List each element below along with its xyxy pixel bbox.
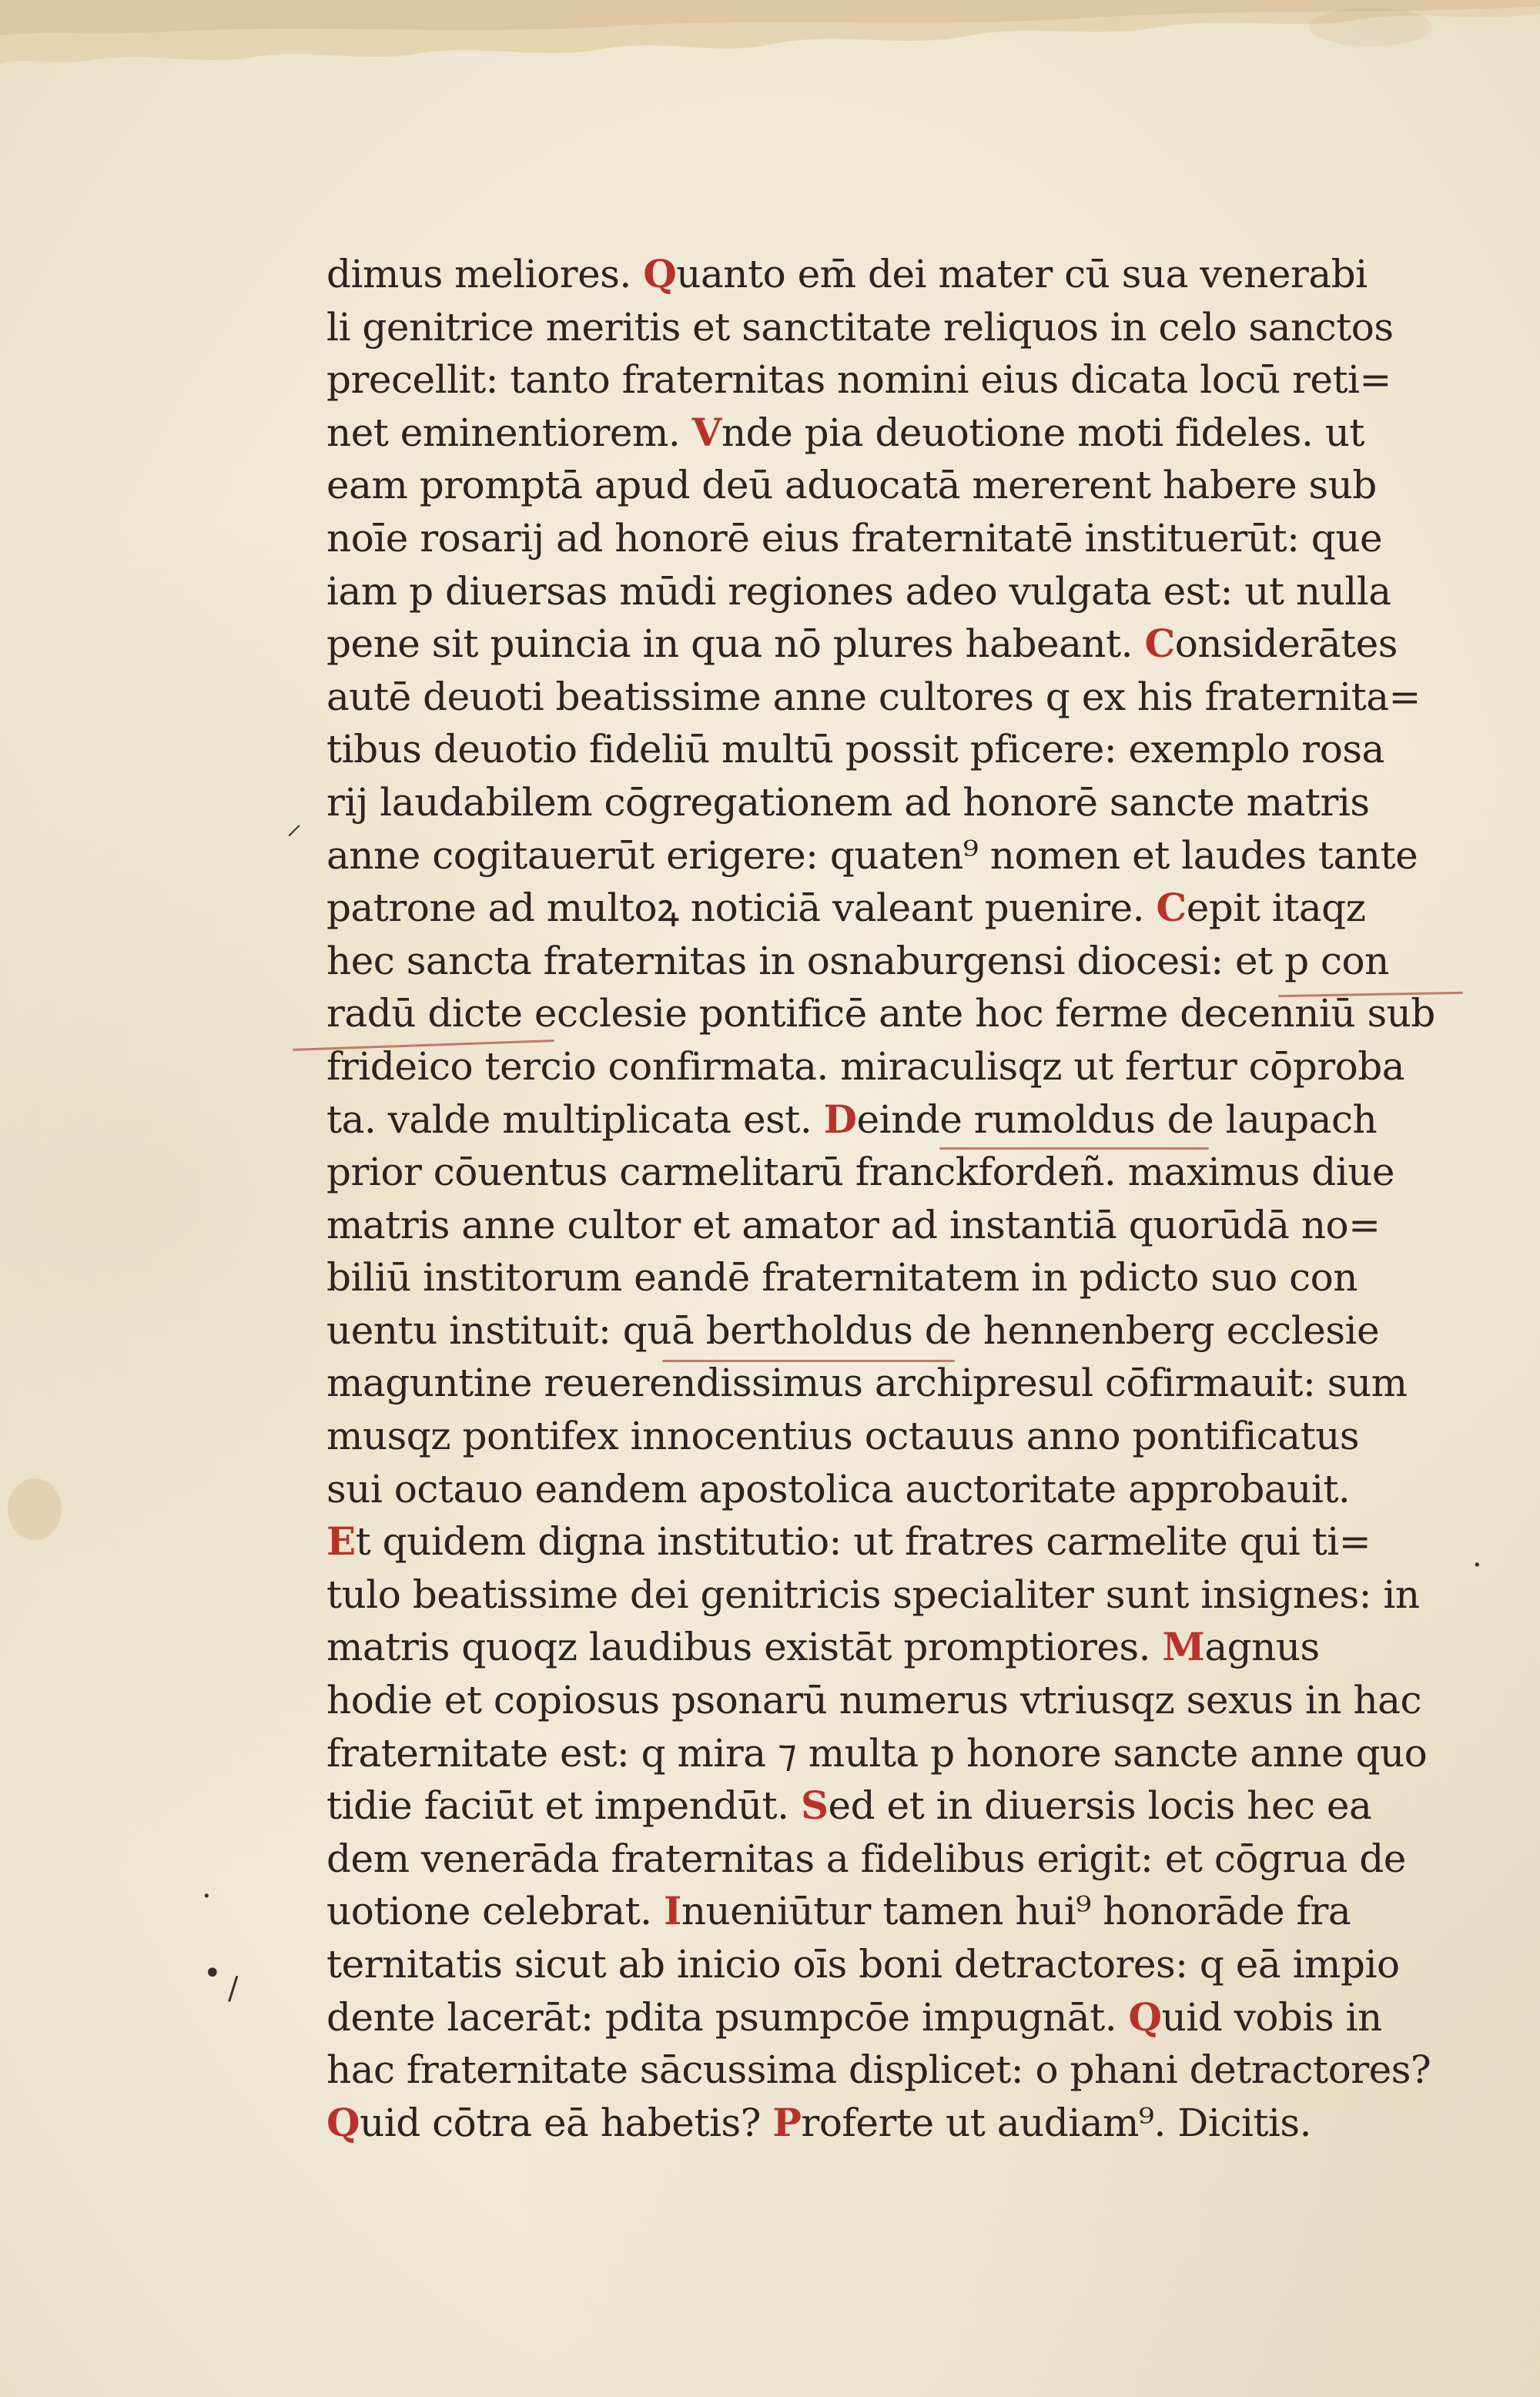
line-text: hec sancta fraternitas in osnaburgensi diocesi: et p con [326, 938, 1389, 983]
line-text: tibus deuotio fideliū multū possit pficere: exemplo rosa [326, 727, 1384, 772]
text-line [326, 1251, 1451, 1304]
margin-mark-2: · [1472, 1548, 1482, 1583]
text-line [326, 776, 1451, 829]
line-text: dimus meliores. [326, 252, 644, 296]
line-text: ta. valde multiplicata est. [326, 1096, 824, 1142]
text-line [326, 671, 1451, 724]
line-text: li genitrice meritis et sanctitate reliquos in celo sanctos [326, 304, 1394, 350]
line-text: iam p diuersas mūdi regiones adeo vulgata est: ut nulla [326, 568, 1391, 614]
text-line [326, 353, 1451, 407]
rubric-initial: Q [326, 2099, 360, 2145]
text-line [326, 935, 1451, 988]
text-line [326, 1568, 1451, 1622]
text-line [326, 829, 1451, 882]
rubric-initial: I [663, 1888, 681, 1934]
text-line [326, 1304, 1451, 1358]
line-text-tail: nde pia deuotione moti fideles. ut [721, 410, 1365, 455]
line-text: biliū institorum eandē fraternitatem in pdicto suo con [326, 1255, 1358, 1301]
line-text: matris quoqz laudibus existāt promptiores. [326, 1625, 1163, 1670]
line-text: maguntine reuerendissimus archipresul cōfirmauit: sum [326, 1361, 1408, 1406]
line-text: uotione celebrat. [326, 1889, 664, 1934]
line-text: net eminentiorem. [326, 410, 692, 455]
text-line [326, 1410, 1451, 1463]
text-line [326, 1357, 1451, 1410]
text-line [326, 1885, 1451, 1938]
text-line [326, 987, 1451, 1040]
rubric-initial: Q [1128, 1994, 1162, 2040]
text-line [326, 1040, 1451, 1093]
line-text-tail: = [1359, 357, 1391, 403]
text-line [326, 1938, 1451, 1991]
line-text-tail: ed et in diuersis locis hec ea [828, 1783, 1372, 1829]
text-line [326, 1093, 1451, 1147]
margin-mark-3: · [202, 1879, 212, 1914]
text-line [326, 407, 1451, 460]
line-text: tidie faciūt et impendūt. [326, 1783, 801, 1829]
margin-mark-1: ⸝ [286, 806, 302, 842]
line-text: hodie et copiosus psonarū numerus vtriusqz sexus in hac [326, 1678, 1421, 1723]
text-line [326, 2044, 1451, 2097]
line-text: matris anne cultor et amator ad instantiā quorūdā no [326, 1202, 1349, 1247]
text-column [326, 248, 1451, 2149]
line-text: fraternitate est: q mira ⁊ multa p honore sancte anne quo [326, 1730, 1428, 1776]
line-text-tail: = [1338, 1519, 1371, 1565]
line-text: sui octauo eandem apostolica auctoritate approbauit. [326, 1466, 1351, 1512]
line-text-tail: = [1388, 674, 1421, 719]
text-line [326, 1463, 1451, 1516]
line-text: autē deuoti beatissime anne cultores q ex his fraternita [326, 674, 1389, 719]
rubric-initial: P [772, 2099, 802, 2145]
text-line [326, 1674, 1451, 1727]
line-text: pene sit puincia in qua nō plures habeant. [326, 621, 1145, 667]
text-line [326, 1991, 1451, 2044]
line-text: anne cogitauerūt erigere: quaten⁹ nomen et laudes tante [326, 832, 1418, 878]
line-text-tail: agnus [1204, 1625, 1320, 1670]
text-line [326, 723, 1451, 776]
rubric-initial: M [1162, 1624, 1205, 1670]
line-text: musqz pontifex innocentius octauus anno pontificatus [326, 1414, 1360, 1459]
line-text: tulo beatissime dei genitricis specialiter sunt insignes: in [326, 1572, 1420, 1617]
line-text: dente lacerāt: pdita psumpcōe impugnāt. [326, 1994, 1129, 2040]
text-line [326, 1621, 1451, 1674]
line-text: patrone ad multoꝝ noticiā valeant puenire. [326, 885, 1157, 931]
rubric-initial: C [1156, 885, 1187, 931]
line-text: uid cōtra eā habetis? [360, 2100, 773, 2145]
text-line [326, 1515, 1451, 1568]
text-line [326, 459, 1451, 512]
line-text: eam promptā apud deū aduocatā mererent habere sub [326, 463, 1377, 508]
text-line [326, 1199, 1451, 1252]
rubric-initial: E [326, 1518, 356, 1565]
margin-mark-4: • [203, 1956, 222, 1991]
line-text: radū dicte ecclesie pontificē ante hoc ferme decenniū sub [326, 991, 1435, 1036]
rubric-initial: S [800, 1783, 829, 1829]
text-line [326, 882, 1451, 935]
line-text-tail: nueniūtur tamen hui⁹ honorāde fra [681, 1889, 1351, 1934]
text-line [326, 512, 1451, 565]
line-text: prior cōuentus carmelitarū franckfordeñ. maximus diue [326, 1150, 1395, 1195]
line-text: uentu instituit: quā bertholdus de hennenberg ecclesie [326, 1307, 1380, 1353]
stain-left [8, 1478, 62, 1540]
line-text: precellit: tanto fraternitas nomini eius dicata locū reti [326, 357, 1360, 403]
torn-top-edge [0, 0, 1540, 92]
text-line [326, 1833, 1451, 1886]
line-text-tail: onsiderātes [1174, 621, 1398, 667]
line-text-tail: uanto em̄ dei mater cū sua venerabi [676, 252, 1368, 296]
line-text-tail: uid vobis in [1161, 1994, 1382, 2040]
text-line [326, 1727, 1451, 1780]
rubric-initial: Q [643, 251, 677, 296]
margin-mark-5: / [228, 1971, 239, 2007]
text-line [326, 565, 1451, 618]
line-text-tail: roferte ut audiam⁹. Dicitis. [801, 2100, 1311, 2145]
text-line [326, 2097, 1451, 2150]
line-text-tail: epit itaqz [1186, 885, 1366, 931]
line-text-tail: = [1348, 1202, 1381, 1247]
rubric-initial: D [823, 1096, 857, 1142]
line-text: ternitatis sicut ab inicio oīs boni detractores: q eā impio [326, 1942, 1400, 1987]
text-line [326, 1146, 1451, 1199]
text-line [326, 618, 1451, 671]
rubric-initial: V [691, 409, 721, 455]
line-text: frideico tercio confirmata. miraculisqz ut fertur cōproba [326, 1043, 1405, 1089]
line-text: rij laudabilem cōgregationem ad honorē sancte matris [326, 779, 1370, 825]
line-text: dem venerāda fraternitas a fidelibus erigit: et cōgrua de [326, 1836, 1406, 1881]
line-text: hac fraternitate sācussima displicet: o phani detractores? [326, 2047, 1431, 2093]
text-line [326, 248, 1451, 301]
text-line [326, 1779, 1451, 1833]
line-text: noīe rosarij ad honorē eius fraternitatē instituerūt: que [326, 515, 1383, 561]
text-line [326, 301, 1451, 354]
stain-top-right [1309, 8, 1432, 46]
line-text: t quidem digna institutio: ut fratres carmelite qui ti [355, 1519, 1339, 1565]
line-text-tail: einde rumoldus de laupach [856, 1096, 1378, 1142]
rubric-initial: C [1144, 621, 1175, 667]
